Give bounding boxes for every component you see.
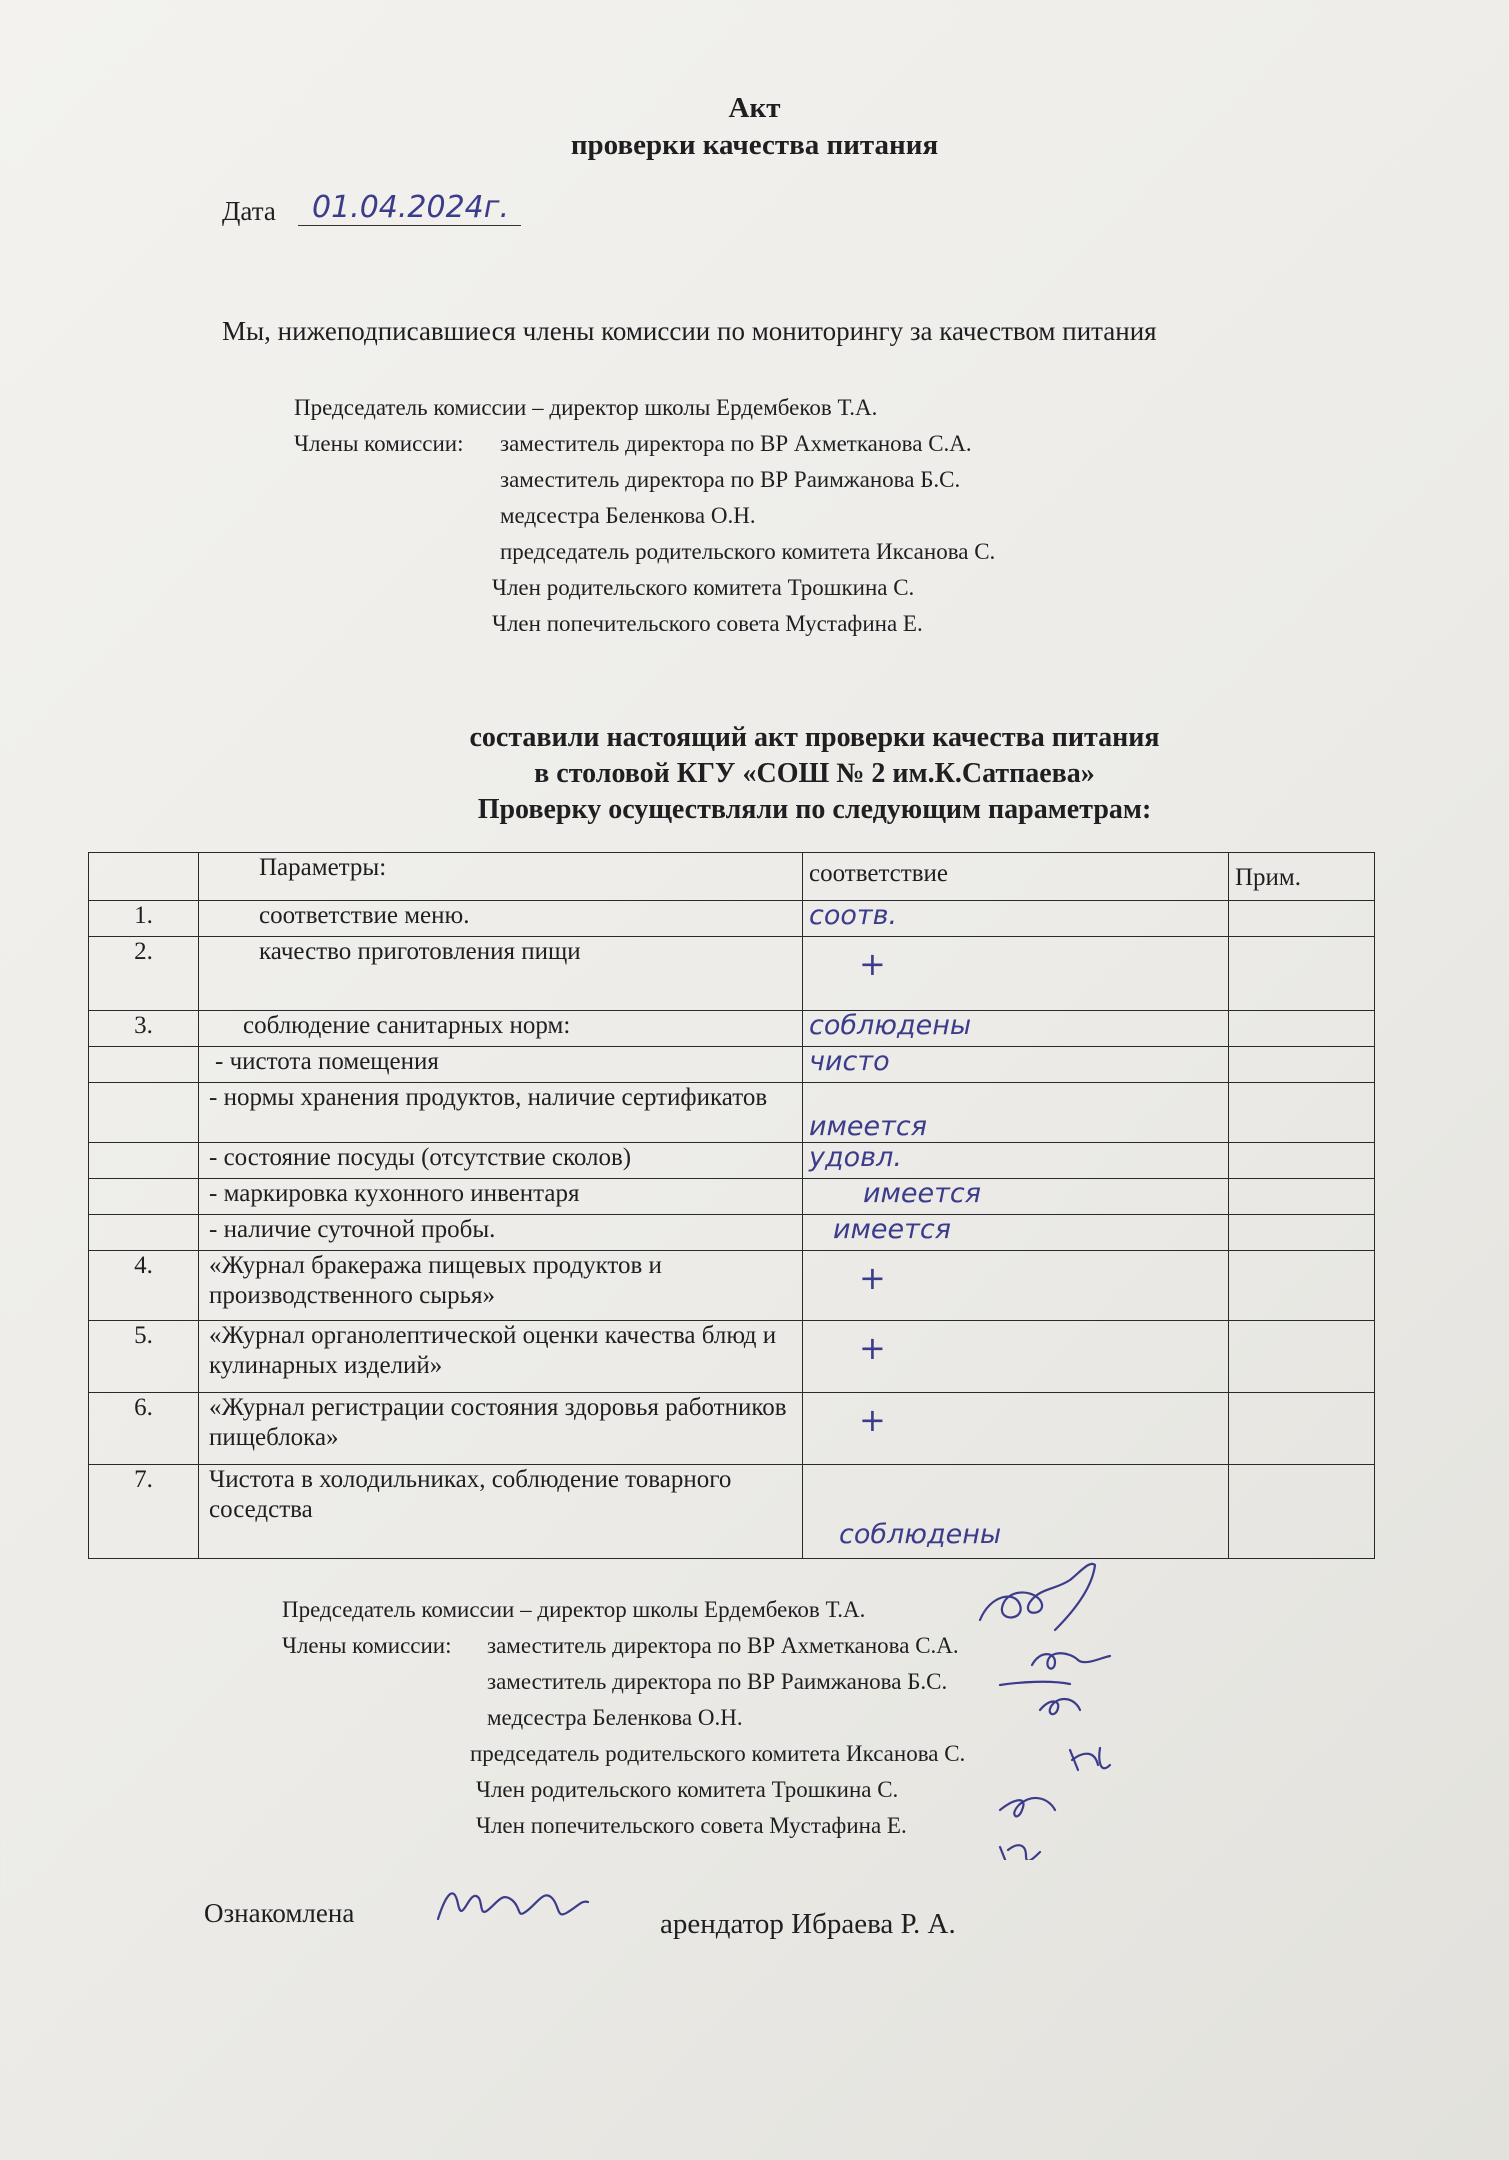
commission-member: заместитель директора по ВР Раимжанова Б.С. [500, 467, 961, 492]
signature-member: Член родительского комитета Трошкина С. [476, 1777, 899, 1802]
signature-member: заместитель директора по ВР Ахметканова С.А. [487, 1633, 959, 1658]
table-header-num [89, 853, 199, 901]
signature-member: председатель родительского комитета Иксанова С. [470, 1741, 966, 1766]
row-parameter: качество приготовления пищи [199, 937, 803, 1011]
date-label: Дата [222, 196, 276, 226]
row-mark: соблюдены [803, 1011, 1229, 1047]
row-parameter: - нормы хранения продуктов, наличие сертификатов [199, 1083, 803, 1143]
row-parameter: соответствие меню. [199, 901, 803, 937]
row-parameter: «Журнал регистрации состояния здоровья работников пищеблока» [199, 1393, 803, 1465]
row-note [1229, 1083, 1375, 1143]
date-value: 01.04.2024г. [298, 190, 521, 226]
commission-member: заместитель директора по ВР Ахметканова С.А. [500, 431, 972, 456]
statement-line-1: составили настоящий акт проверки качества питания [469, 722, 1160, 753]
row-note [1229, 1393, 1375, 1465]
row-number [89, 1143, 199, 1179]
row-parameter: Чистота в холодильниках, соблюдение товарного соседства [199, 1465, 803, 1559]
table-row [89, 1251, 1375, 1321]
statement-line-3: Проверку осуществляли по следующим параметрам: [477, 794, 1152, 825]
signature-member: Член попечительского совета Мустафина Е. [476, 1813, 907, 1838]
row-mark: чисто [803, 1047, 1229, 1083]
row-mark: соблюдены [803, 1465, 1229, 1559]
row-number [89, 1179, 199, 1215]
table-row [89, 1215, 1375, 1251]
commission-signatures [960, 1560, 1509, 1860]
commission-member: председатель родительского комитета Иксанова С. [500, 539, 996, 564]
commission-member: Член попечительского совета Мустафина Е. [492, 611, 923, 636]
row-mark: + [859, 1259, 886, 1297]
table-header-row [89, 853, 1375, 901]
doc-subtitle: проверки качества питания [570, 129, 939, 161]
row-number: 5. [89, 1321, 199, 1393]
row-number: 6. [89, 1393, 199, 1465]
row-number: 4. [89, 1251, 199, 1321]
row-parameter: «Журнал бракеража пищевых продуктов и производственного сырья» [199, 1251, 803, 1321]
row-parameter: соблюдение санитарных норм: [199, 1011, 803, 1047]
table-row [89, 1321, 1375, 1393]
table-header-note: Прим. [1229, 853, 1375, 901]
row-number: 1. [89, 901, 199, 937]
row-mark: соотв. [803, 901, 1229, 937]
row-note [1229, 1465, 1375, 1559]
table-row [89, 1143, 1375, 1179]
table-row [89, 1011, 1375, 1047]
acknowledged-signature [432, 1874, 592, 1934]
table-row [89, 1083, 1375, 1143]
signature-chair: Председатель комиссии – директор школы Ердембеков Т.А. [282, 1597, 866, 1622]
signature-member: медсестра Беленкова О.Н. [487, 1705, 743, 1730]
row-note [1229, 1321, 1375, 1393]
signature-members-label: Члены комиссии: [282, 1633, 452, 1658]
row-note [1229, 937, 1375, 1011]
row-mark: + [859, 1329, 886, 1367]
row-number [89, 1083, 199, 1143]
table-header-compliance: соответствие [803, 853, 1229, 901]
row-note [1229, 1179, 1375, 1215]
row-parameter: - наличие суточной пробы. [199, 1215, 803, 1251]
commission-chair: Председатель комиссии – директор школы Ердембеков Т.А. [294, 395, 878, 420]
row-parameter: - состояние посуды (отсутствие сколов) [199, 1143, 803, 1179]
table-row [89, 1393, 1375, 1465]
row-mark: имеется [803, 1083, 1229, 1143]
statement-line-2: в столовой КГУ «СОШ № 2 им.К.Сатпаева» [534, 758, 1095, 789]
tenant-name: арендатор Ибраева Р. А. [660, 1908, 956, 1940]
row-number [89, 1047, 199, 1083]
row-note [1229, 1251, 1375, 1321]
commission-members-label: Члены комиссии: [294, 431, 464, 456]
table-row [89, 1047, 1375, 1083]
row-parameter: - маркировка кухонного инвентаря [199, 1179, 803, 1215]
commission-member: Член родительского комитета Трошкина С. [492, 575, 915, 600]
row-number: 2. [89, 937, 199, 1011]
table-row [89, 937, 1375, 1011]
commission-member: медсестра Беленкова О.Н. [500, 503, 756, 528]
row-mark: + [859, 1401, 886, 1439]
row-note [1229, 1215, 1375, 1251]
table-row [89, 1179, 1375, 1215]
row-mark: + [859, 945, 886, 983]
row-number [89, 1215, 199, 1251]
row-number: 7. [89, 1465, 199, 1559]
table-row [89, 901, 1375, 937]
row-note [1229, 1143, 1375, 1179]
row-note [1229, 1011, 1375, 1047]
table-header-params: Параметры: [199, 853, 803, 901]
row-mark: удовл. [803, 1143, 1229, 1179]
signature-member: заместитель директора по ВР Раимжанова Б.С. [487, 1669, 948, 1694]
row-parameter: - чистота помещения [199, 1047, 803, 1083]
acknowledged-label: Ознакомлена [204, 1898, 355, 1928]
parameters-table [88, 852, 1375, 1559]
table-row [89, 1465, 1375, 1559]
row-mark: имеется [803, 1179, 1229, 1215]
row-note [1229, 901, 1375, 937]
row-number: 3. [89, 1011, 199, 1047]
row-mark: имеется [803, 1215, 1229, 1251]
intro-text: Мы, нижеподписавшиеся члены комиссии по мониторингу за качеством питания [222, 316, 1157, 346]
doc-title: Акт [728, 92, 781, 124]
row-note [1229, 1047, 1375, 1083]
row-parameter: «Журнал органолептической оценки качества блюд и кулинарных изделий» [199, 1321, 803, 1393]
